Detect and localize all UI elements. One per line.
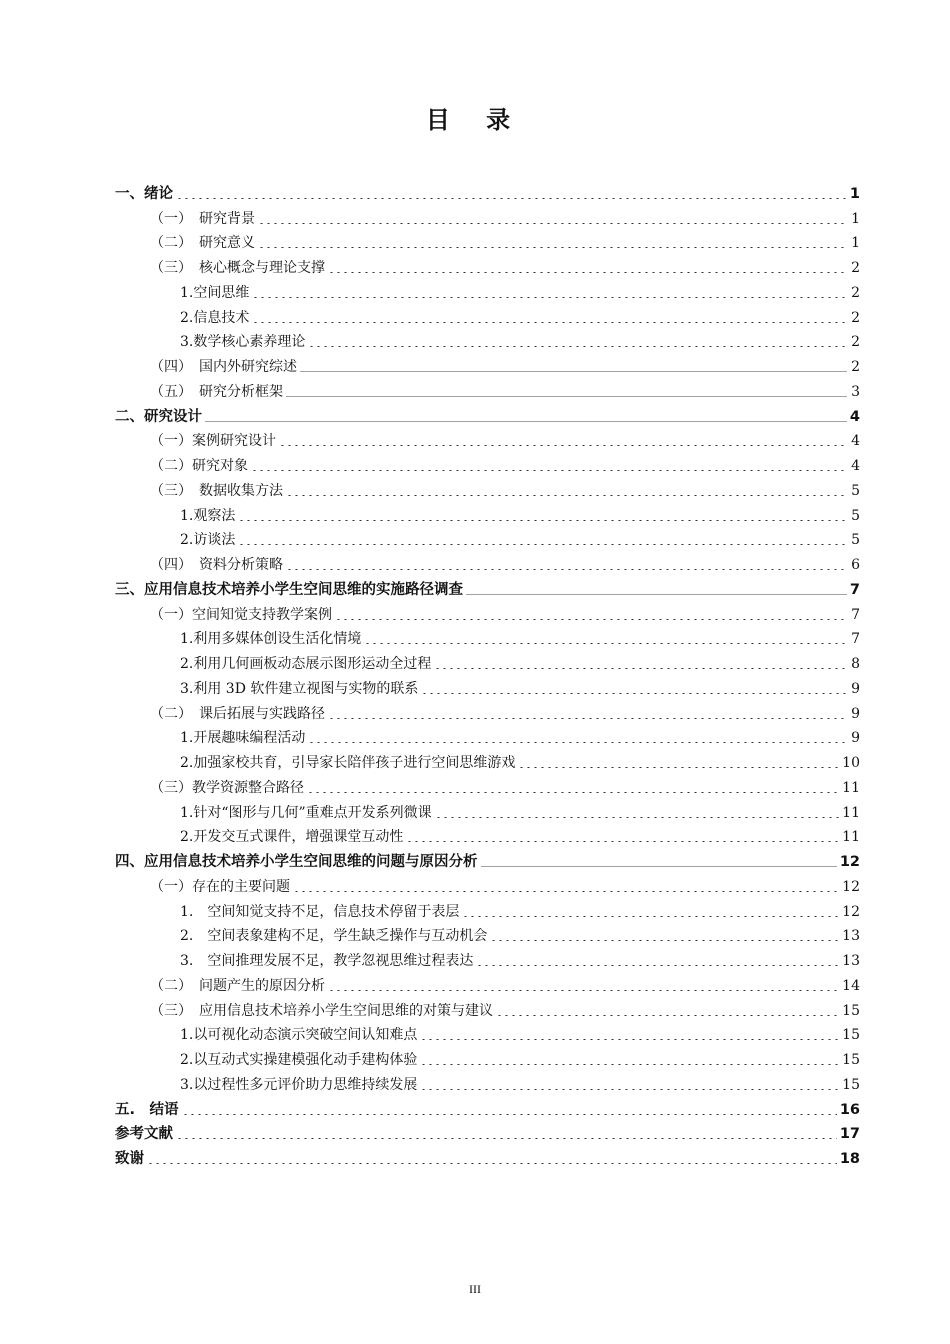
toc-entry-label: （三） 数据收集方法 (150, 482, 283, 499)
toc-entry-page: 8 (851, 656, 860, 672)
toc-entry[interactable] (115, 500, 860, 525)
toc-dot-leader (476, 965, 839, 966)
toc-dot-leader (251, 470, 847, 471)
toc-entry[interactable] (115, 673, 860, 698)
toc-entry[interactable] (115, 995, 860, 1020)
toc-entry[interactable] (115, 624, 860, 649)
toc-entry[interactable] (115, 475, 860, 500)
toc-entry[interactable] (115, 351, 860, 376)
toc-dot-leader (420, 1064, 839, 1065)
toc-entry[interactable] (115, 302, 860, 327)
toc-entry[interactable] (115, 1094, 860, 1119)
toc-entry-page: 16 (839, 1101, 860, 1118)
toc-dot-leader (307, 792, 839, 793)
toc-entry-page: 9 (851, 705, 860, 722)
toc-entry-label: （三）教学资源整合路径 (150, 779, 304, 796)
toc-entry[interactable] (115, 450, 860, 475)
toc-entry-label: （三） 应用信息技术培养小学生空间思维的对策与建议 (150, 1002, 493, 1019)
toc-entry-label: 参考文献 (115, 1126, 173, 1143)
toc-dot-leader (258, 223, 847, 224)
toc-entry[interactable] (115, 252, 860, 277)
toc-entry-page: 13 (842, 928, 860, 945)
toc-entry[interactable] (115, 549, 860, 574)
toc-entry-label: 三、应用信息技术培养小学生空间思维的实施路径调查 (115, 581, 463, 598)
toc-entry-page: 15 (842, 1052, 860, 1068)
toc-dot-leader (238, 544, 847, 545)
toc-dot-leader (462, 916, 839, 917)
toc-dot-leader (518, 767, 839, 768)
toc-entry-label: （四） 资料分析策略 (150, 557, 283, 573)
toc-entry-label: （一）空间知觉支持教学案例 (150, 606, 332, 623)
toc-entry-label: （四） 国内外研究综述 (150, 359, 297, 375)
toc-entry-label: 1.开展趣味编程活动 (180, 730, 306, 747)
toc-dot-leader (435, 817, 840, 818)
toc-dot-leader (496, 1015, 839, 1016)
toc-dot-leader (147, 1163, 837, 1164)
toc-entry-page: 2 (851, 359, 860, 375)
toc-entry-label: 2.信息技术 (180, 309, 250, 326)
toc-dot-leader (420, 1089, 839, 1090)
toc-entry[interactable] (115, 574, 860, 599)
toc-dot-leader (406, 841, 839, 842)
toc-entry[interactable] (115, 945, 860, 970)
toc-entry-page: 5 (851, 482, 860, 499)
toc-entry-page: 18 (839, 1151, 860, 1167)
toc-entry[interactable] (115, 277, 860, 302)
toc-entry-label: 2.开发交互式课件，增强课堂互动性 (180, 829, 404, 846)
toc-entry-page: 11 (842, 779, 860, 796)
toc-entry-page: 15 (842, 1027, 860, 1044)
toc-entry[interactable] (115, 525, 860, 550)
toc-entry-page: 11 (842, 829, 860, 846)
toc-entry-page: 12 (842, 903, 860, 920)
toc-entry-label: 五. 结语 (115, 1101, 179, 1118)
toc-entry-page: 4 (851, 458, 860, 474)
toc-entry-label: 致谢 (115, 1151, 144, 1167)
toc-entry[interactable] (115, 846, 860, 871)
toc-entry-label: 2.加强家校共育，引导家长陪伴孩子进行空间思维游戏 (180, 755, 516, 771)
toc-entry-page: 13 (842, 953, 860, 969)
toc-entry[interactable] (115, 1069, 860, 1094)
toc-entry-page: 15 (842, 1076, 860, 1093)
toc-entry-label: （二） 课后拓展与实践路径 (150, 705, 325, 722)
toc-entry-page: 1 (849, 185, 860, 202)
toc-entry-label: 2.利用几何画板动态展示图形运动全过程 (180, 656, 432, 672)
toc-dot-leader (205, 421, 847, 422)
toc-entry[interactable] (115, 1020, 860, 1045)
toc-dot-leader (434, 668, 847, 669)
toc-dot-leader (328, 718, 847, 719)
toc-entry-page: 12 (842, 878, 860, 895)
toc-dot-leader (182, 1114, 837, 1115)
toc-dot-leader (421, 693, 847, 694)
toc-entry-label: （三） 核心概念与理论支撑 (150, 260, 325, 276)
toc-entry[interactable] (115, 896, 860, 921)
toc-entry[interactable] (115, 1143, 860, 1168)
toc-dot-leader (300, 371, 847, 372)
toc-entry[interactable] (115, 1119, 860, 1144)
toc-entry-label: （五） 研究分析框架 (150, 383, 283, 400)
toc-entry-label: 3. 空间推理发展不足，教学忽视思维过程表达 (180, 953, 474, 969)
toc-entry-label: 1.观察法 (180, 507, 236, 524)
toc-dot-leader (279, 445, 847, 446)
toc-entry-page: 17 (839, 1126, 860, 1143)
toc-entry[interactable] (115, 871, 860, 896)
toc-dot-leader (328, 272, 847, 273)
toc-entry-label: 1.空间思维 (180, 284, 250, 301)
toc-dot-leader (293, 891, 839, 892)
toc-title: 目 录 (425, 106, 525, 134)
toc-entry-page: 7 (849, 581, 860, 598)
toc-entry[interactable] (115, 401, 860, 426)
toc-entry-label: 3.利用 3D 软件建立视图与实物的联系 (180, 680, 419, 697)
toc-entry-label: 1.针对“图形与几何”重难点开发系列微课 (180, 804, 432, 821)
toc-entry-label: 一、绪论 (115, 185, 173, 202)
toc-entry-page: 3 (851, 383, 860, 400)
toc-entry-page: 1 (851, 235, 860, 252)
toc-dot-leader (286, 495, 847, 496)
toc-dot-leader (420, 1039, 839, 1040)
toc-entry-label: 3.以过程性多元评价助力思维持续发展 (180, 1076, 418, 1093)
toc-entry-page: 6 (851, 557, 860, 573)
toc-dot-leader (481, 866, 837, 867)
toc-dot-leader (252, 297, 847, 298)
toc-entry-label: （一）存在的主要问题 (150, 878, 290, 895)
toc-entry-page: 1 (851, 210, 860, 227)
toc-entry-label: 2.访谈法 (180, 532, 236, 549)
toc-dot-leader (286, 569, 847, 570)
toc-entry-label: （二）研究对象 (150, 458, 248, 474)
toc-entry-page: 4 (849, 408, 860, 425)
toc-entry-label: 1.利用多媒体创设生活化情境 (180, 631, 362, 648)
toc-dot-leader (238, 520, 847, 521)
toc-dot-leader (328, 990, 839, 991)
toc-dot-leader (308, 742, 847, 743)
page-number: III (469, 1282, 481, 1296)
toc-entry-label: 1.以可视化动态演示突破空间认知难点 (180, 1027, 418, 1044)
toc-dot-leader (490, 940, 839, 941)
toc-dot-leader (466, 594, 847, 595)
toc-entry[interactable] (115, 921, 860, 946)
toc-entry[interactable] (115, 648, 860, 673)
toc-entry-page: 5 (851, 532, 860, 549)
toc-entry[interactable] (115, 772, 860, 797)
toc-entry-label: 3.数学核心素养理论 (180, 334, 306, 351)
toc-entry[interactable] (115, 599, 860, 624)
toc-dot-leader (286, 396, 847, 397)
toc-dot-leader (252, 322, 847, 323)
toc-entry-page: 7 (851, 631, 860, 648)
toc-entry-page: 10 (842, 755, 860, 771)
toc-entry[interactable] (115, 327, 860, 352)
toc-dot-leader (364, 643, 847, 644)
toc-entry[interactable] (115, 970, 860, 995)
toc-entry-page: 4 (851, 433, 860, 450)
toc-entry-label: （二） 问题产生的原因分析 (150, 977, 325, 994)
toc-dot-leader (258, 247, 847, 248)
toc-entry-page: 2 (851, 284, 860, 301)
toc-dot-leader (308, 346, 847, 347)
toc-entry-label: 四、应用信息技术培养小学生空间思维的问题与原因分析 (115, 854, 478, 870)
toc-dot-leader (335, 619, 847, 620)
toc-entry-page: 7 (851, 606, 860, 623)
toc-entry-label: 2.以互动式实操建模强化动手建构体验 (180, 1052, 418, 1068)
toc-entry[interactable] (115, 203, 860, 228)
toc-entry[interactable] (115, 178, 860, 203)
toc-entry[interactable] (115, 747, 860, 772)
toc-entry[interactable] (115, 376, 860, 401)
toc-entry[interactable] (115, 797, 860, 822)
toc-entry-label: 二、研究设计 (115, 408, 202, 425)
toc-entry-label: 1. 空间知觉支持不足，信息技术停留于表层 (180, 903, 460, 920)
toc-entry-page: 9 (851, 730, 860, 747)
toc-entry[interactable] (115, 698, 860, 723)
toc-entry[interactable] (115, 228, 860, 253)
table-of-contents (115, 178, 860, 1168)
toc-dot-leader (176, 198, 847, 199)
toc-dot-leader (176, 1138, 837, 1139)
toc-entry-page: 2 (851, 334, 860, 351)
toc-entry-page: 2 (851, 260, 860, 276)
toc-entry[interactable] (115, 723, 860, 748)
toc-entry-label: （一）案例研究设计 (150, 433, 276, 450)
toc-entry[interactable] (115, 1044, 860, 1069)
toc-entry-page: 15 (842, 1002, 860, 1019)
toc-entry[interactable] (115, 822, 860, 847)
toc-entry-page: 5 (851, 507, 860, 524)
toc-entry-page: 9 (851, 680, 860, 697)
toc-entry-page: 11 (842, 804, 860, 821)
toc-entry-page: 14 (842, 977, 860, 994)
toc-entry-label: （一） 研究背景 (150, 210, 255, 227)
toc-entry-page: 2 (851, 309, 860, 326)
toc-entry-page: 12 (839, 854, 860, 870)
toc-entry[interactable] (115, 426, 860, 451)
toc-entry-label: 2. 空间表象建构不足，学生缺乏操作与互动机会 (180, 928, 488, 945)
toc-entry-label: （二） 研究意义 (150, 235, 255, 252)
